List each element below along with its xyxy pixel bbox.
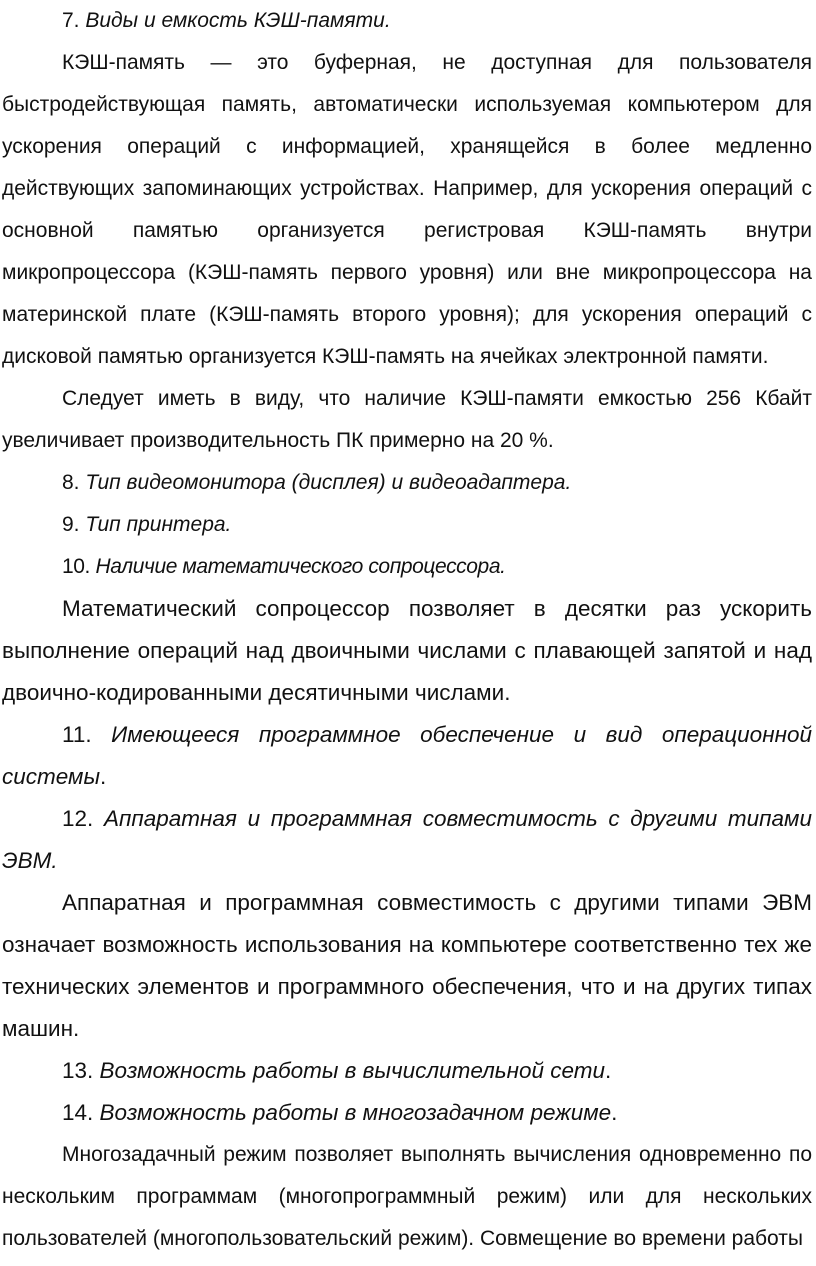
item-13-period: . [605, 1058, 612, 1083]
item-9-number: 9. [62, 513, 80, 536]
compatibility-paragraph: Аппаратная и программная совместимость с другими типами ЭВМ означает возможность использования на компьютере соответственно тех же технических элементов и программного обеспечения, что и на других типах машин. [2, 890, 812, 1041]
item-14-title: Возможность работы в многозадачном режиме [99, 1100, 612, 1125]
item-14-heading [2, 1092, 812, 1134]
item-10-title: Наличие математического сопроцессора. [95, 555, 506, 578]
item-8-number: 8. [62, 471, 80, 494]
multitask-paragraph: Многозадачный режим позволяет выполнять вычисления одновременно по нескольким программам (многопрограммный режим) или для нескольких пользователей (многопользовательский режим). Совмещение во времени работы [2, 1143, 812, 1250]
item-10-heading [2, 546, 812, 588]
item-14-period: . [611, 1100, 618, 1125]
item-11-title: Имеющееся программное обеспечение и вид операционной системы [2, 722, 812, 789]
item-10-number: 10. [62, 555, 90, 578]
item-7-title: Виды и емкость КЭШ-памяти. [85, 9, 391, 32]
coprocessor-paragraph: Математический сопроцессор позволяет в десятки раз ускорить выполнение операций над двоичными числами с плавающей запятой и над двоично-кодированными десятичными числами. [2, 596, 812, 705]
item-7-heading [2, 0, 812, 42]
item-9-heading [2, 504, 812, 546]
item-8-heading [2, 462, 812, 504]
item-9-title: Тип принтера. [85, 513, 232, 536]
item-8-title: Тип видеомонитора (дисплея) и видеоадаптера. [85, 471, 572, 494]
item-7-number: 7. [62, 9, 80, 32]
cache-definition-paragraph: КЭШ-память — это буферная, не доступная для пользователя быстродействующая память, автоматически используемая компьютером для ускорения операций с информацией, хранящейся в более медленно действующих запоминающих устройствах. Например, для ускорения операций с основной памятью организуется регистровая КЭШ-память внутри микропроцессора (КЭШ-память первого уровня) или вне микропроцессора на материнской плате (КЭШ-память второго уровня); для ускорения операций с дисковой памятью организуется КЭШ-память на ячейках электронной памяти. [2, 51, 812, 368]
item-11-heading [2, 714, 812, 798]
item-12-number: 12. [62, 806, 94, 831]
cache-performance-paragraph: Следует иметь в виду, что наличие КЭШ-памяти емкостью 256 Кбайт увеличивает производительность ПК примерно на 20 %. [2, 387, 812, 452]
item-13-heading [2, 1050, 812, 1092]
item-13-title: Возможность работы в вычислительной сети [99, 1058, 606, 1083]
item-14-number: 14. [62, 1100, 94, 1125]
item-11-period: . [100, 764, 107, 789]
item-13-number: 13. [62, 1058, 94, 1083]
item-12-heading [2, 798, 812, 882]
item-11-number: 11. [62, 722, 92, 747]
item-12-title: Аппаратная и программная совместимость с другими типами ЭВМ. [2, 806, 812, 873]
